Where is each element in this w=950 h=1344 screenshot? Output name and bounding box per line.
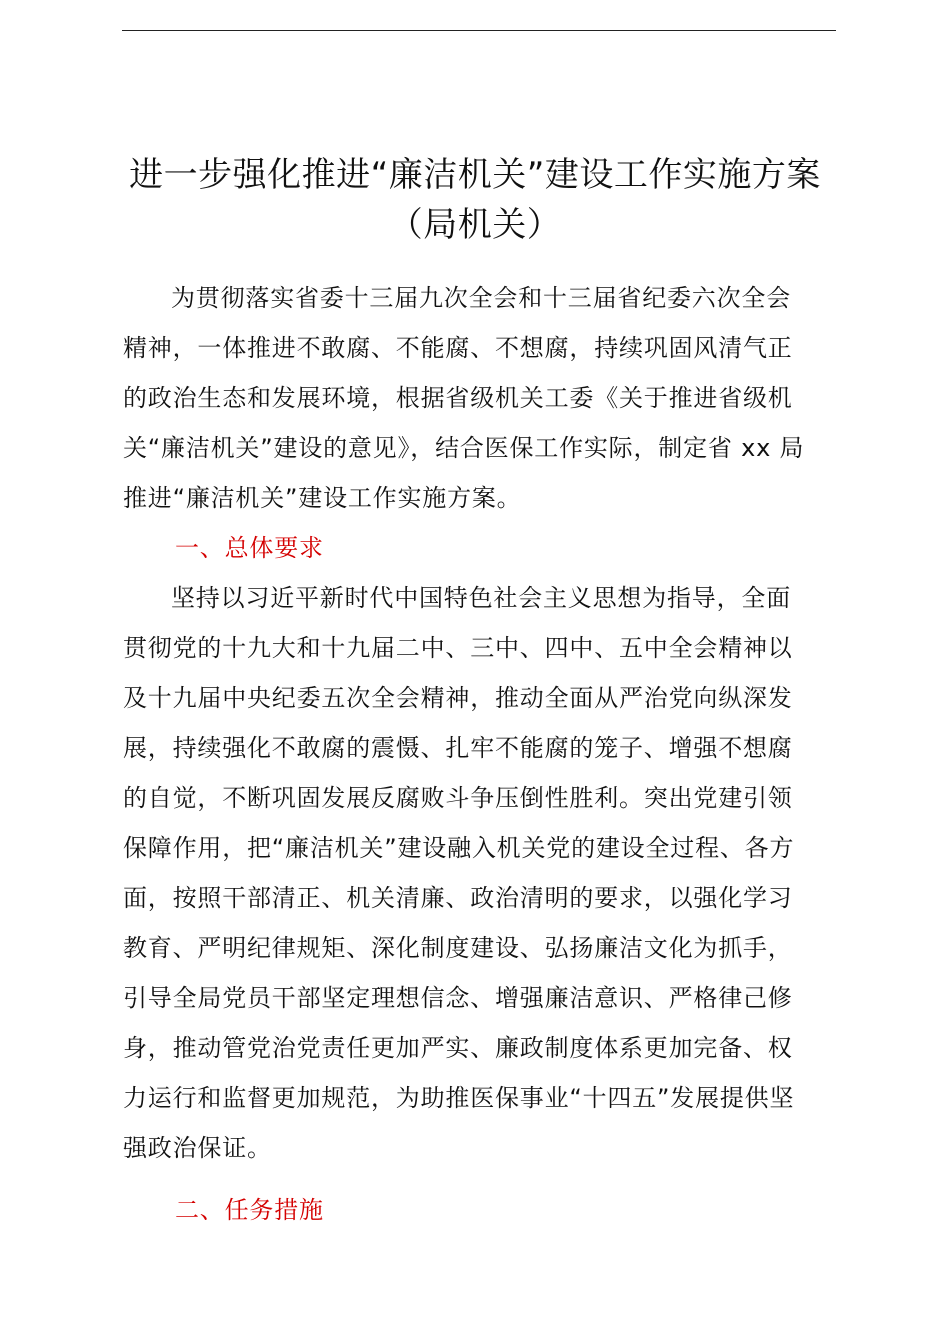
text-line: 坚持以习近平新时代中国特色社会主义思想为指导，全面 (171, 584, 791, 612)
text-line: 保障作用，把“廉洁机关”建设融入机关党的建设全过程、各方 (123, 834, 795, 862)
document-title (100, 150, 850, 250)
text-line: 引导全局党员干部坚定理想信念、增强廉洁意识、严格律己修 (123, 984, 793, 1012)
text-line: 的自觉，不断巩固发展反腐败斗争压倒性胜利。突出党建引领 (123, 784, 793, 812)
document-body (123, 273, 837, 1235)
header-rule (122, 30, 836, 31)
text-line: 教育、严明纪律规矩、深化制度建设、弘扬廉洁文化为抓手， (123, 934, 793, 962)
text-line: 关“廉洁机关”建设的意见》，结合医保工作实际，制定省 xx 局 (123, 434, 805, 462)
general-requirements-paragraph (123, 573, 837, 1173)
text-line: 及十九届中央纪委五次全会精神，推动全面从严治党向纵深发 (123, 684, 793, 712)
text-line: 身，推动管党治党责任更加严实、廉政制度体系更加完备、权 (123, 1034, 793, 1062)
title-line-2: （局机关） (388, 205, 562, 245)
text-line: 推进“廉洁机关”建设工作实施方案。 (123, 484, 522, 512)
intro-paragraph (123, 273, 837, 523)
text-line: 为贯彻落实省委十三届九次全会和十三届省纪委六次全会 (171, 284, 791, 312)
title-line-1: 进一步强化推进“廉洁机关”建设工作实施方案 (129, 155, 821, 195)
section-heading-general-requirements: 一、总体要求 (175, 534, 324, 562)
text-line: 强政治保证。 (123, 1134, 272, 1162)
text-line: 的政治生态和发展环境，根据省级机关工委《关于推进省级机 (123, 384, 793, 412)
text-line: 贯彻党的十九大和十九届二中、三中、四中、五中全会精神以 (123, 634, 793, 662)
text-line: 精神，一体推进不敢腐、不能腐、不想腐，持续巩固风清气正 (123, 334, 793, 362)
text-line: 面，按照干部清正、机关清廉、政治清明的要求，以强化学习 (123, 884, 793, 912)
section-heading-task-measures: 二、任务措施 (175, 1196, 324, 1224)
text-line: 力运行和监督更加规范，为助推医保事业“十四五”发展提供坚 (123, 1084, 795, 1112)
text-line: 展，持续强化不敢腐的震慑、扎牢不能腐的笼子、增强不想腐 (123, 734, 793, 762)
